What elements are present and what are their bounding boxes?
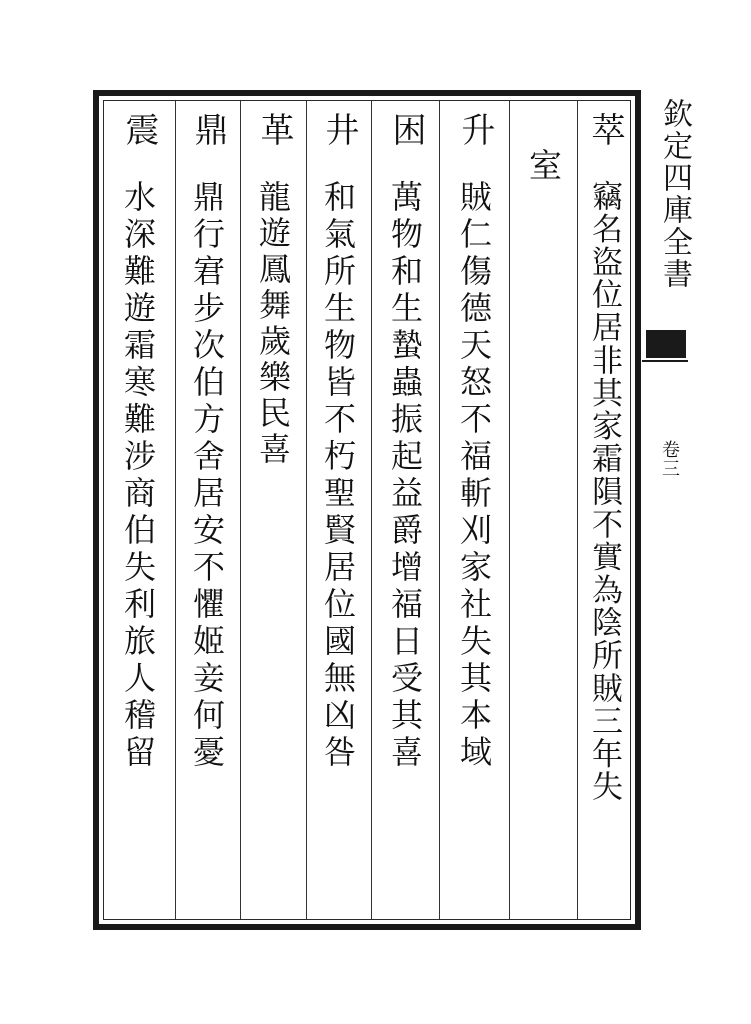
verse-text: 室 — [524, 148, 563, 183]
verse-text: 賊仁傷德天怒不福斬刈家社失其本域 — [455, 180, 493, 772]
hexagram-name: 革 — [254, 112, 294, 150]
verse-text: 和氣所生物皆不朽聖賢居位國無凶咎 — [319, 180, 357, 772]
verse-text: 竊名盜位居非其家霜隕不實為陰所賊三年失 — [586, 180, 622, 804]
verse-text: 龍遊鳳舞歲樂民喜 — [254, 180, 292, 468]
book-title: 欽定四庫全書 — [657, 98, 692, 290]
hexagram-name: 震 — [119, 112, 159, 150]
hexagram-name: 井 — [319, 112, 359, 150]
hexagram-name: 升 — [455, 112, 495, 150]
verse-text: 鼎行宭步次伯方舍居安不懼姬妾何憂 — [188, 180, 226, 772]
page-margin — [642, 90, 702, 930]
hexagram-name: 萃 — [585, 112, 625, 150]
fish-tail-mark — [646, 330, 686, 358]
volume-label: 卷三 — [659, 440, 680, 478]
verse-text: 水深難遊霜寒難涉商伯失利旅人稽留 — [119, 180, 157, 772]
hexagram-name: 困 — [386, 112, 426, 150]
hexagram-name: 鼎 — [188, 112, 228, 150]
verse-text: 萬物和生蟄蟲振起益爵增福日受其喜 — [386, 180, 424, 772]
margin-rule — [642, 360, 688, 362]
column-divider — [510, 101, 578, 919]
